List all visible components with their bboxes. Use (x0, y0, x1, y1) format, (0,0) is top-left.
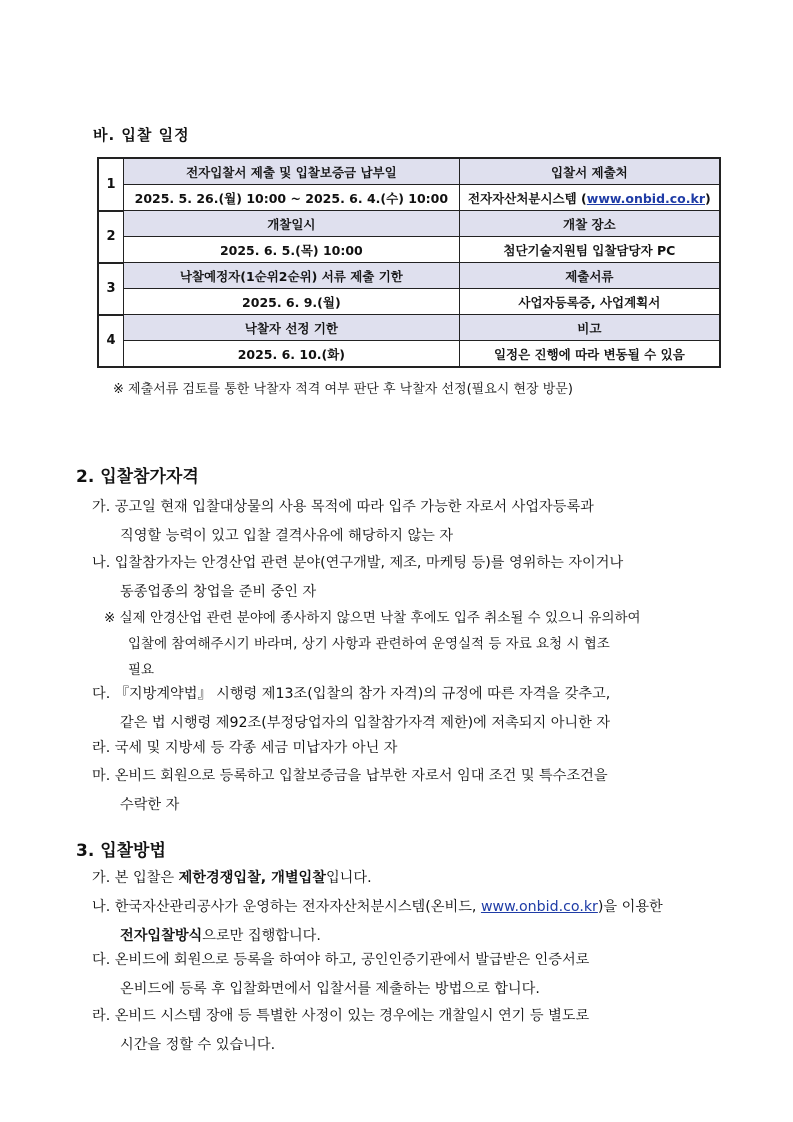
bold-text: 전자입찰방식 (120, 928, 203, 944)
clause-line: 직영할 능력이 있고 입찰 결격사유에 해당하지 않는 자 (120, 528, 454, 544)
clause-line: 다. 온비드에 회원으로 등록을 하여야 하고, 공인인증기관에서 발급받은 인증서로 (92, 952, 590, 968)
clause-line: 라. 온비드 시스템 장애 등 특별한 사정이 있는 경우에는 개찰일시 연기 등 별도로 (92, 1008, 590, 1024)
method-da (92, 946, 742, 1004)
clause-text: 으로만 집행합니다. (202, 928, 321, 944)
header-cell: 비고 (459, 315, 720, 341)
value-cell: 2025. 5. 26.(월) 10:00 ~ 2025. 6. 4.(수) 10:00 (124, 185, 460, 211)
note-line: ※ 실제 안경산업 관련 분야에 종사하지 않으면 낙찰 후에도 입주 취소될 수 있으니 유의하여 (104, 610, 641, 626)
header-cell: 개찰 장소 (459, 211, 720, 237)
clause-line: 동종업종의 창업을 준비 중인 자 (120, 584, 317, 600)
value-cell: 사업자등록증, 사업계획서 (459, 289, 720, 315)
note-line: 입찰에 참여해주시기 바라며, 상기 사항과 관련하여 운영실적 등 자료 요청 시 협조 (128, 636, 610, 652)
section-2-title: 2. 입찰참가자격 (76, 467, 199, 487)
clause-line: 나. 입찰참가자는 안경산업 관련 분야(연구개발, 제조, 마케팅 등)를 영위하는 자이거나 (92, 555, 624, 571)
value-cell: 일정은 진행에 따라 변동될 수 있음 (459, 341, 720, 368)
clause-text: 입니다. (325, 870, 372, 886)
method-na (92, 893, 742, 951)
row-number: 2 (98, 211, 124, 263)
clause-line: 가. 공고일 현재 입찰대상물의 사용 목적에 따라 입주 가능한 자로서 사업자등록과 (92, 499, 594, 515)
clause-line: 수락한 자 (120, 797, 180, 813)
value-cell: 2025. 6. 9.(월) (124, 289, 460, 315)
schedule-title: 바. 입찰 일정 (93, 126, 190, 144)
schedule-note: ※ 제출서류 검토를 통한 낙찰자 적격 여부 판단 후 낙찰자 선정(필요시 현장 방문) (113, 382, 573, 397)
value-text: 전자자산처분시스템 ( (468, 190, 587, 206)
clause-note (104, 605, 744, 683)
clause-line: 같은 법 시행령 제92조(부정당업자의 입찰참가자격 제한)에 저촉되지 아니한 자 (120, 715, 611, 731)
method-ga (92, 864, 742, 893)
header-cell: 낙찰자 선정 기한 (124, 315, 460, 341)
clause-ra (92, 734, 742, 763)
row-number: 3 (98, 263, 124, 315)
row-number: 4 (98, 315, 124, 368)
clause-line: 온비드에 등록 후 입찰화면에서 입찰서를 제출하는 방법으로 합니다. (120, 981, 540, 997)
onbid-link[interactable]: www.onbid.co.kr (586, 190, 705, 206)
clause-ga (92, 493, 742, 551)
clause-line: 라. 국세 및 지방세 등 각종 세금 미납자가 아닌 자 (92, 740, 398, 756)
clause-text: 가. 본 입찰은 (92, 870, 179, 886)
clause-line: 다. 『지방계약법』 시행령 제13조(입찰의 참가 자격)의 규정에 따른 자격을 갖추고, (92, 686, 611, 702)
schedule-table (97, 157, 721, 368)
header-cell: 개찰일시 (124, 211, 460, 237)
clause-ma (92, 762, 742, 820)
value-cell: 2025. 6. 5.(목) 10:00 (124, 237, 460, 263)
method-ra (92, 1002, 742, 1060)
header-cell: 낙찰예정자(1순위2순위) 서류 제출 기한 (124, 263, 460, 289)
clause-da (92, 680, 742, 738)
value-cell: 첨단기술지원팀 입찰담당자 PC (459, 237, 720, 263)
clause-line: 시간을 정할 수 있습니다. (120, 1037, 276, 1053)
note-line: 필요 (128, 662, 155, 678)
clause-text: )을 이용한 (597, 899, 663, 915)
section-3-title: 3. 입찰방법 (76, 841, 166, 861)
header-cell: 제출서류 (459, 263, 720, 289)
bold-text: 제한경쟁입찰, 개별입찰 (178, 870, 326, 886)
row-number: 1 (98, 158, 124, 211)
value-cell: 2025. 6. 10.(화) (124, 341, 460, 368)
clause-line: 마. 온비드 회원으로 등록하고 입찰보증금을 납부한 자로서 임대 조건 및 특수조건을 (92, 768, 608, 784)
clause-na (92, 549, 742, 607)
value-cell (459, 185, 720, 211)
header-cell: 전자입찰서 제출 및 입찰보증금 납부일 (124, 158, 460, 185)
clause-text: 나. 한국자산관리공사가 운영하는 전자자산처분시스템(온비드, (92, 899, 481, 915)
header-cell: 입찰서 제출처 (459, 158, 720, 185)
onbid-link[interactable]: www.onbid.co.kr (480, 899, 598, 915)
value-text: ) (705, 190, 711, 206)
